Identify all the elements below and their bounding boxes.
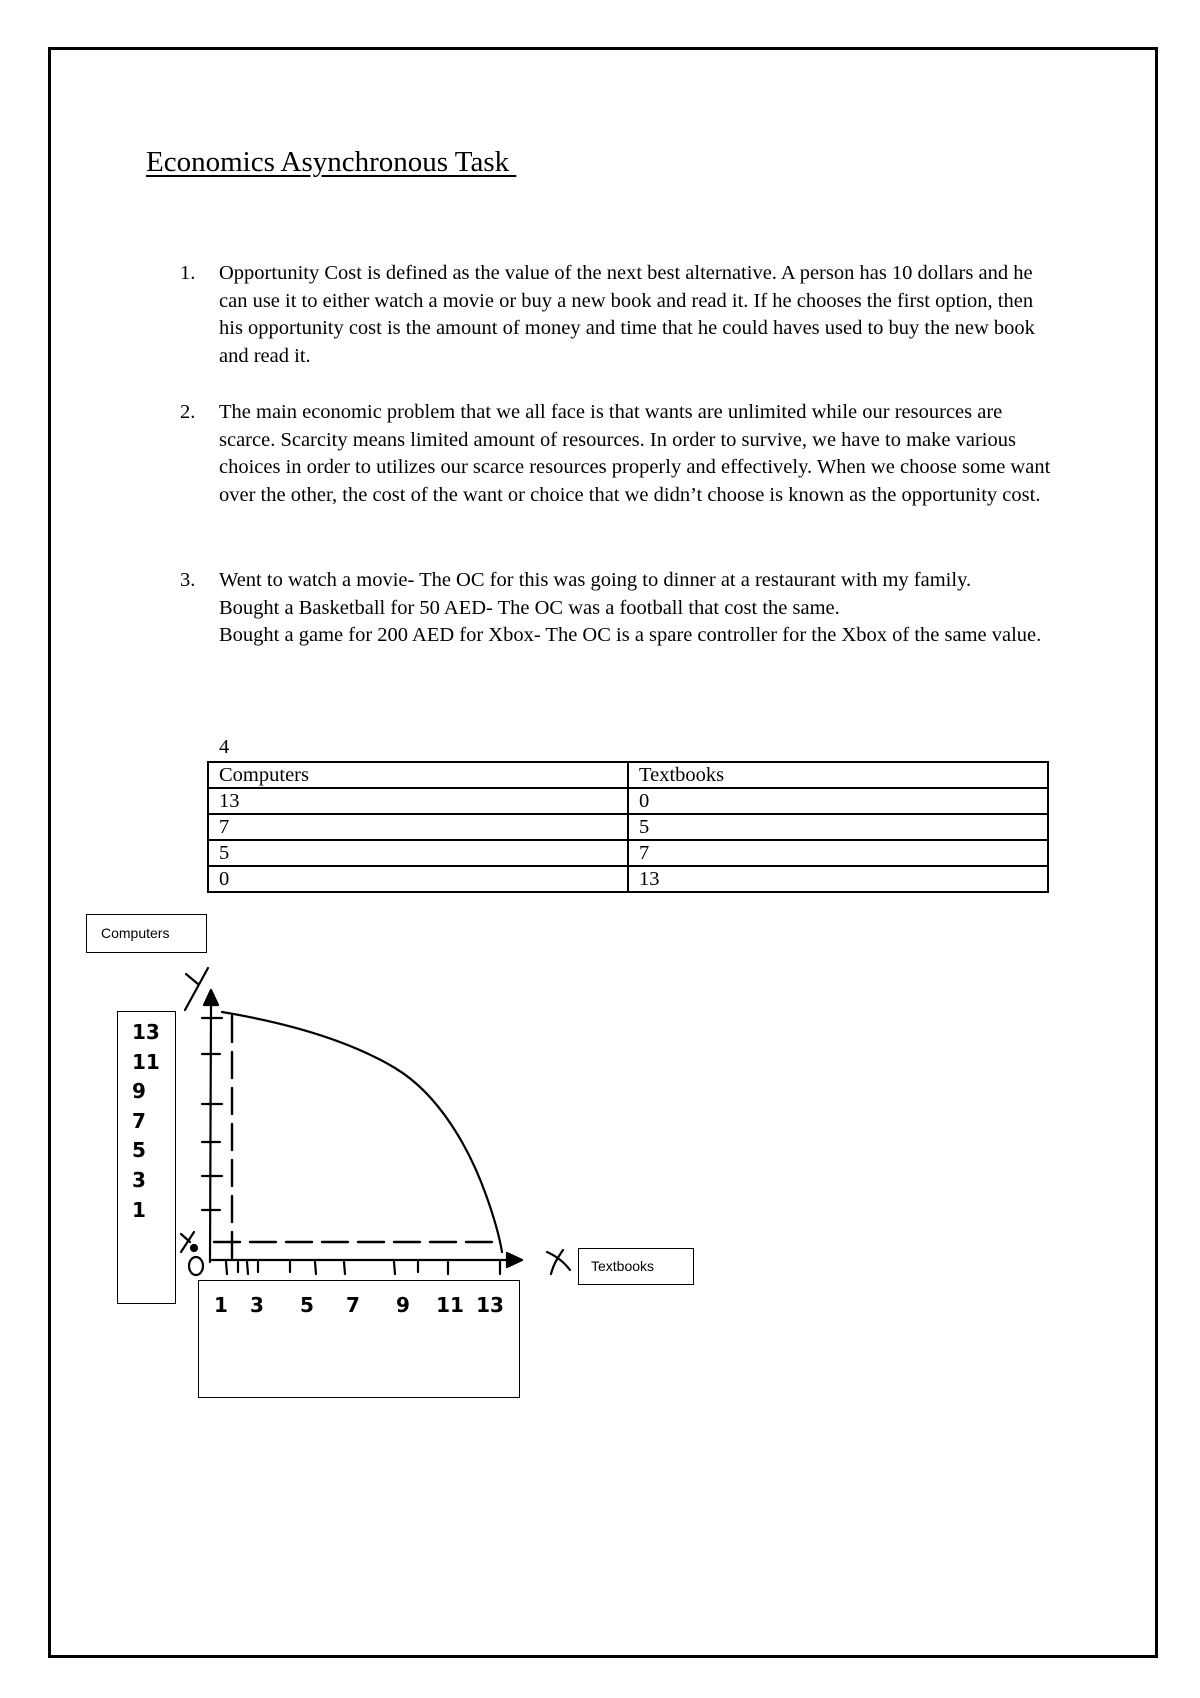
question-number: 3. [180, 569, 196, 591]
y-tick-labels-box [117, 1011, 176, 1304]
table-row [208, 788, 1048, 814]
table-row [208, 840, 1048, 866]
question-number: 2. [180, 401, 196, 423]
x-tick-label: 11 [436, 1293, 464, 1317]
x-axis-label-box: Textbooks [578, 1248, 694, 1285]
y-tick-label: 13 [132, 1020, 160, 1044]
table-cell: 5 [628, 814, 1048, 840]
question-text: The main economic problem that we all face is that wants are unlimited while our resources are scarce. Scarcity means limited amount of resources. In order to survive, we have to make various choices in order to utilizes our scarce resources properly and effectively. When we choose some want over the other, the cost of the want or choice that we didn’t choose is known as the opportunity cost. [219, 401, 1051, 506]
question-text: Bought a game for 200 AED for Xbox- The OC is a spare controller for the Xbox of the same value. [219, 624, 1042, 646]
y-axis-label-box: Computers [86, 914, 207, 953]
table-row [208, 814, 1048, 840]
y-tick-label: 1 [132, 1197, 146, 1222]
x-tick-label: 9 [396, 1293, 410, 1317]
x-tick-label: 1 [214, 1293, 228, 1317]
table-cell: 13 [208, 788, 628, 814]
x-tick-label: 5 [300, 1293, 314, 1317]
table-cell: 0 [628, 788, 1048, 814]
x-tick-labels-box [198, 1280, 520, 1398]
table-header-cell: Computers [208, 762, 628, 788]
table-header-cell: Textbooks [628, 762, 1048, 788]
ppf-table [207, 761, 1049, 893]
table-cell: 5 [208, 840, 628, 866]
question-text: Bought a Basketball for 50 AED- The OC was a football that cost the same. [219, 596, 840, 619]
table-header-row [208, 762, 1048, 788]
question-text: Opportunity Cost is defined as the value of the next best alternative. A person has 10 dollars and he can use it to either watch a movie or buy a new book and read it. If he chooses the first option, then his opportunity cost is the amount of money and time that he could haves used to buy the new book and read it. [219, 262, 1035, 367]
x-tick-label: 7 [346, 1293, 360, 1317]
y-tick-label: 11 [132, 1049, 160, 1074]
page-title: Economics Asynchronous Task [146, 146, 517, 178]
table-cell: 7 [208, 814, 628, 840]
table-cell: 0 [208, 866, 628, 892]
y-tick-label: 5 [132, 1138, 146, 1163]
question-4-number: 4 [219, 736, 230, 758]
y-tick-label: 9 [132, 1079, 146, 1104]
question-text: Went to watch a movie- The OC for this was going to dinner at a restaurant with my family. [219, 569, 972, 591]
x-tick-label: 13 [476, 1293, 504, 1317]
question-number: 1. [180, 262, 196, 284]
y-tick-label: 3 [132, 1167, 146, 1192]
x-tick-label: 3 [250, 1293, 264, 1317]
table-row [208, 866, 1048, 892]
y-tick-label: 7 [132, 1108, 146, 1133]
table-cell: 7 [628, 840, 1048, 866]
table-cell: 13 [628, 866, 1048, 892]
